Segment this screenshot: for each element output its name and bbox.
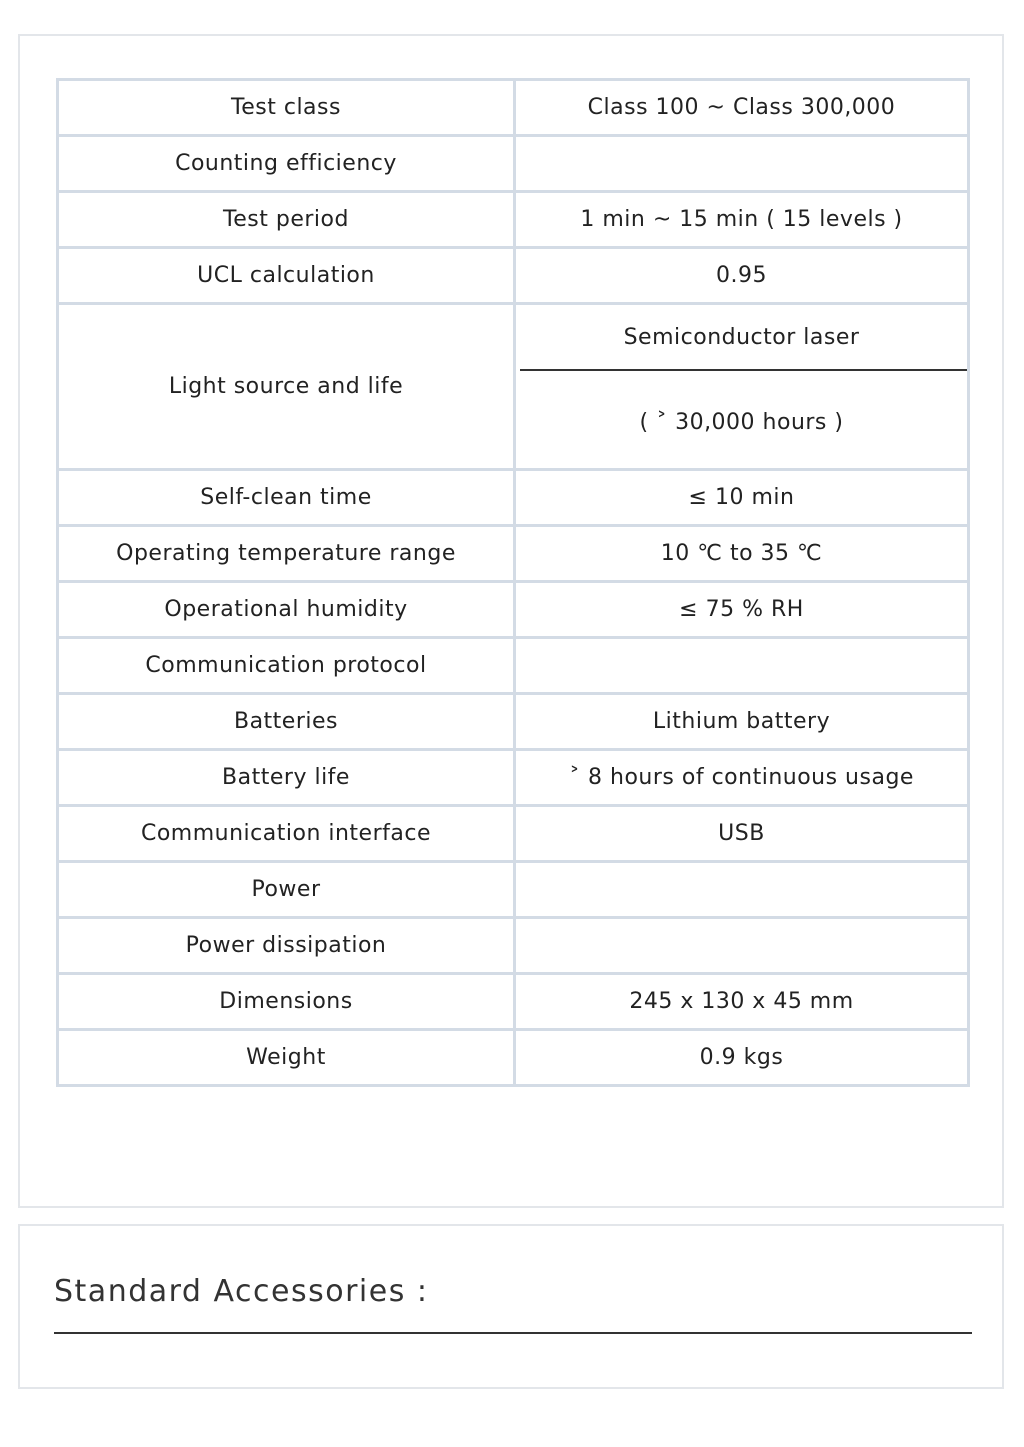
table-row [58,806,969,862]
table-row [58,248,969,304]
spec-value: Class 100 ~ Class 300,000 [515,80,969,136]
spec-label: Weight [58,1030,515,1086]
spec-label: Dimensions [58,974,515,1030]
spec-label: Test class [58,80,515,136]
spec-label: Power [58,862,515,918]
spec-value: USB [515,806,969,862]
heading-underline [54,1332,972,1334]
spec-label: Light source and life [58,304,515,470]
table-row [58,638,969,694]
table-row [58,136,969,192]
spec-value: ≤ 75 % RH [515,582,969,638]
table-row [58,862,969,918]
spec-label: Communication interface [58,806,515,862]
table-row [58,750,969,806]
spec-value: 10 ℃ to 35 ℃ [515,526,969,582]
spec-label: Operating temperature range [58,526,515,582]
spec-value [515,136,969,192]
spec-value-bottom: ( ˃ 30,000 hours ) [639,410,844,435]
accessories-panel [18,1224,1004,1389]
table-row [58,80,969,136]
table-row [58,526,969,582]
specifications-panel [18,34,1004,1208]
table-row [58,582,969,638]
spec-label: UCL calculation [58,248,515,304]
spec-label: Power dissipation [58,918,515,974]
spec-label: Self-clean time [58,470,515,526]
table-row [58,694,969,750]
spec-label: Test period [58,192,515,248]
spec-value: 0.9 kgs [515,1030,969,1086]
table-row [58,470,969,526]
spec-value: ≤ 10 min [515,470,969,526]
spec-value: 0.95 [515,248,969,304]
spec-label: Communication protocol [58,638,515,694]
accessories-heading: Standard Accessories : [54,1274,429,1309]
spec-label: Batteries [58,694,515,750]
spec-value: 1 min ~ 15 min ( 15 levels ) [515,192,969,248]
spec-label: Operational humidity [58,582,515,638]
table-row [58,1030,969,1086]
spec-value: 245 x 130 x 45 mm [515,974,969,1030]
spec-label: Counting efficiency [58,136,515,192]
spec-value-top: Semiconductor laser [623,325,860,350]
table-row [58,974,969,1030]
table-row [58,918,969,974]
spec-value [515,862,969,918]
table-row [58,304,969,470]
table-row [58,192,969,248]
spec-value-split [515,304,969,470]
spec-value: ˃ 8 hours of continuous usage [515,750,969,806]
specifications-table [56,78,970,1087]
spec-value: Lithium battery [515,694,969,750]
spec-value [515,638,969,694]
spec-value [515,918,969,974]
spec-label: Battery life [58,750,515,806]
